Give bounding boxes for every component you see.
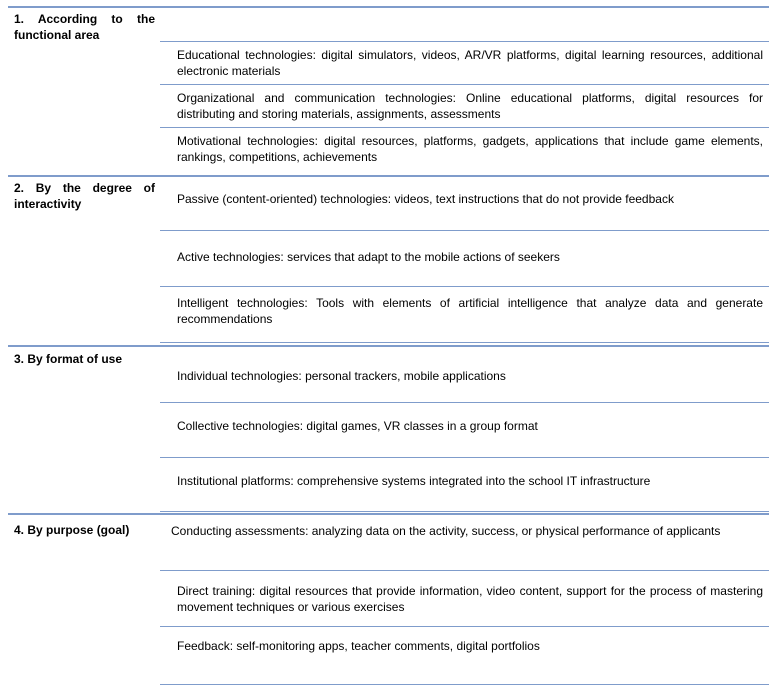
section-rule (8, 345, 769, 347)
row-rule (160, 342, 769, 343)
row-rule (160, 230, 769, 231)
section-rule (8, 175, 769, 177)
row-rule (160, 684, 769, 685)
category-item: Institutional platforms: comprehensive systems integrated into the school IT infrastructure (177, 474, 651, 488)
row-rule (160, 402, 769, 403)
category-item: Active technologies: services that adapt to the mobile actions of seekers (177, 250, 560, 264)
section-rule (8, 6, 769, 8)
category-item: Feedback: self-monitoring apps, teacher comments, digital portfolios (177, 639, 540, 653)
row-rule (160, 511, 769, 512)
category-item: Passive (content-oriented) technologies: videos, text instructions that do not provide feedback (177, 192, 674, 206)
category-title: 4. By purpose (goal) (14, 523, 130, 537)
category-item: Motivational technologies: digital resources, platforms, gadgets, applications that include game elements, rankings, competitions, achievements (177, 134, 763, 164)
category-item: Educational technologies: digital simulators, videos, AR/VR platforms, digital learning resources, additional electronic materials (177, 48, 763, 78)
row-rule (160, 127, 769, 128)
row-rule (160, 41, 769, 42)
category-item: Conducting assessments: analyzing data on the activity, success, or physical performance of applicants (171, 524, 721, 538)
category-item: Organizational and communication technologies: Online educational platforms, digital resources for distributing and storing materials, assignments, assessments (177, 91, 763, 121)
section-rule (8, 513, 769, 515)
category-title: 3. By format of use (14, 352, 123, 366)
row-rule (160, 457, 769, 458)
category-item: Intelligent technologies: Tools with elements of artificial intelligence that analyze data and generate recommendations (177, 296, 763, 326)
category-item: Direct training: digital resources that provide information, video content, support for the process of mastering movement techniques or various exercises (177, 584, 763, 614)
category-item: Collective technologies: digital games, VR classes in a group format (177, 419, 538, 433)
category-item: Individual technologies: personal trackers, mobile applications (177, 369, 506, 383)
row-rule (160, 286, 769, 287)
row-rule (160, 84, 769, 85)
category-title: 1. According to the functional area (14, 12, 155, 42)
row-rule (160, 626, 769, 627)
row-rule (160, 570, 769, 571)
category-title: 2. By the degree of interactivity (14, 181, 155, 211)
